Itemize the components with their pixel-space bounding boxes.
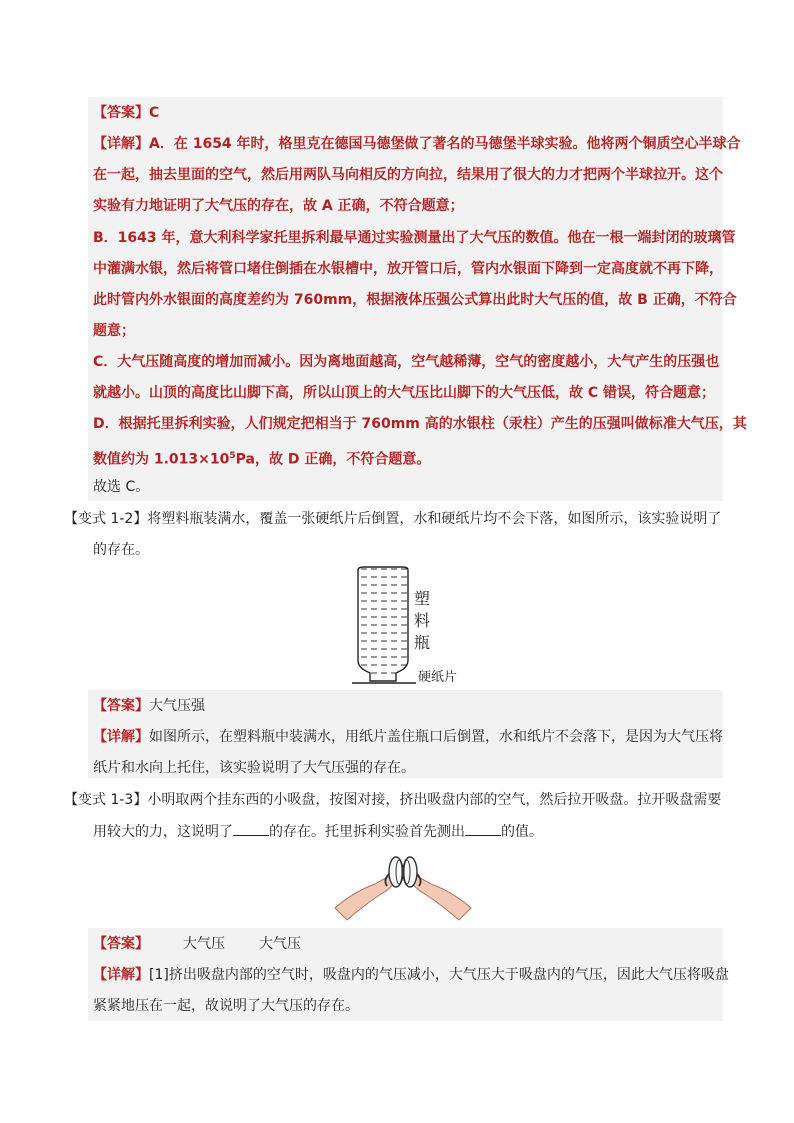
conclusion-line: 故选 C。 [93,479,150,495]
answer-line-q3 [93,934,301,954]
detail-line-q3-2: 紧紧地压在一起，故说明了大气压的存在。 [93,998,359,1014]
detail-line-9: 就越小。山顶的高度比山脚下高，所以山顶上的大气压比山脚下的大气压低，故 C 错误，符合题意； [93,385,716,401]
answer-line-q1 [93,103,159,123]
detail-line-5: 中灌满水银，然后将管口堵住倒插在水银槽中，放开管口后，管内水银面下降到一定高度就不再下降， [93,261,723,277]
detail-tag: 【详解】 [93,136,149,152]
question-text: 的存在。托里拆利实验首先测出 [269,824,465,840]
answer-value: 大气压强 [149,698,205,714]
blank-2[interactable] [465,821,501,836]
detail-line-4: B．1643 年，意大利科学家托里拆利最早通过实验测量出了大气压的数值。他在一根一端封闭的玻璃管 [93,230,736,246]
answer-line-q2 [93,696,205,716]
detail-text: Pa，故 D 正确，不符合题意。 [235,451,431,468]
question-text: 用较大的力，这说明了 [93,824,233,840]
detail-line-3: 实验有力地证明了大气压的存在，故 A 正确，不符合题意； [93,198,464,214]
question-text: 小明取两个挂东西的小吸盘，按图对接，挤出吸盘内部的空气，然后拉开吸盘。拉开吸盘需要 [147,792,722,808]
question-tag: 【变式 1-3】 [64,792,148,808]
answer-tag: 【答案】 [93,698,149,714]
detail-tag: 【详解】 [93,967,149,983]
detail-tag: 【详解】 [93,729,149,745]
answer-value-1: 大气压 [183,936,225,952]
detail-line-11 [93,446,430,470]
answer-tag: 【答案】 [93,105,149,121]
question-tag: 【变式 1-2】 [64,511,148,527]
detail-line-q2-1 [93,727,723,747]
question-text: 的值。 [501,824,543,840]
superscript: 5 [229,451,236,461]
detail-line-7: 题意； [93,323,135,339]
blank-1[interactable] [233,821,269,836]
question-text: 将塑料瓶装满水，覆盖一张硬纸片后倒置，水和硬纸片均不会下落，如图所示，该实验说明了 [147,511,722,527]
detail-text: [1]挤出吸盘内部的空气时，吸盘内的气压减小，大气压大于吸盘内的气压，因此大气压将吸盘 [149,967,729,983]
question-1-2-stem-cont: 的存在。 [93,542,149,558]
detail-line-q2-2: 纸片和水向上托住，该实验说明了大气压强的存在。 [93,760,415,776]
detail-line-1 [93,134,741,154]
question-1-3-stem-cont [93,821,543,842]
detail-line-6: 此时管内外水银面的高度差约为 760mm，根据液体压强公式算出此时大气压的值，故 B 正确，不符合 [93,292,737,308]
answer-tag: 【答案】 [93,936,149,952]
detail-line-2: 在一起，抽去里面的空气，然后用两队马向相反的方向拉，结果用了很大的力才把两个半球拉开。这个 [93,167,723,183]
answer-value-2: 大气压 [259,936,301,952]
bottle-label: 塑料瓶 [414,589,431,652]
answer-value: C [149,105,160,121]
card-label: 硬纸片 [418,670,458,685]
bottle-outline [358,567,408,681]
question-1-2-stem [64,509,721,529]
detail-text: A．在 1654 年时，格里克在德国马德堡做了著名的马德堡半球实验。他将两个铜质空心半球合 [149,136,741,152]
detail-line-8: C．大气压随高度的增加而减小。因为离地面越高，空气越稀薄，空气的密度越小，大气产生的压强也 [93,354,720,370]
detail-line-q3-1 [93,965,729,985]
suction-cup-figure [333,848,473,924]
detail-line-10: D．根据托里拆利实验，人们规定把相当于 760mm 高的水银柱（汞柱）产生的压强叫做标准大气压，其 [93,416,747,432]
question-1-3-stem [64,790,721,810]
detail-text: 如图所示，在塑料瓶中装满水，用纸片盖住瓶口后倒置，水和纸片不会落下，是因为大气压将 [149,729,723,745]
detail-text: 数值约为 1.013×10 [93,451,230,468]
